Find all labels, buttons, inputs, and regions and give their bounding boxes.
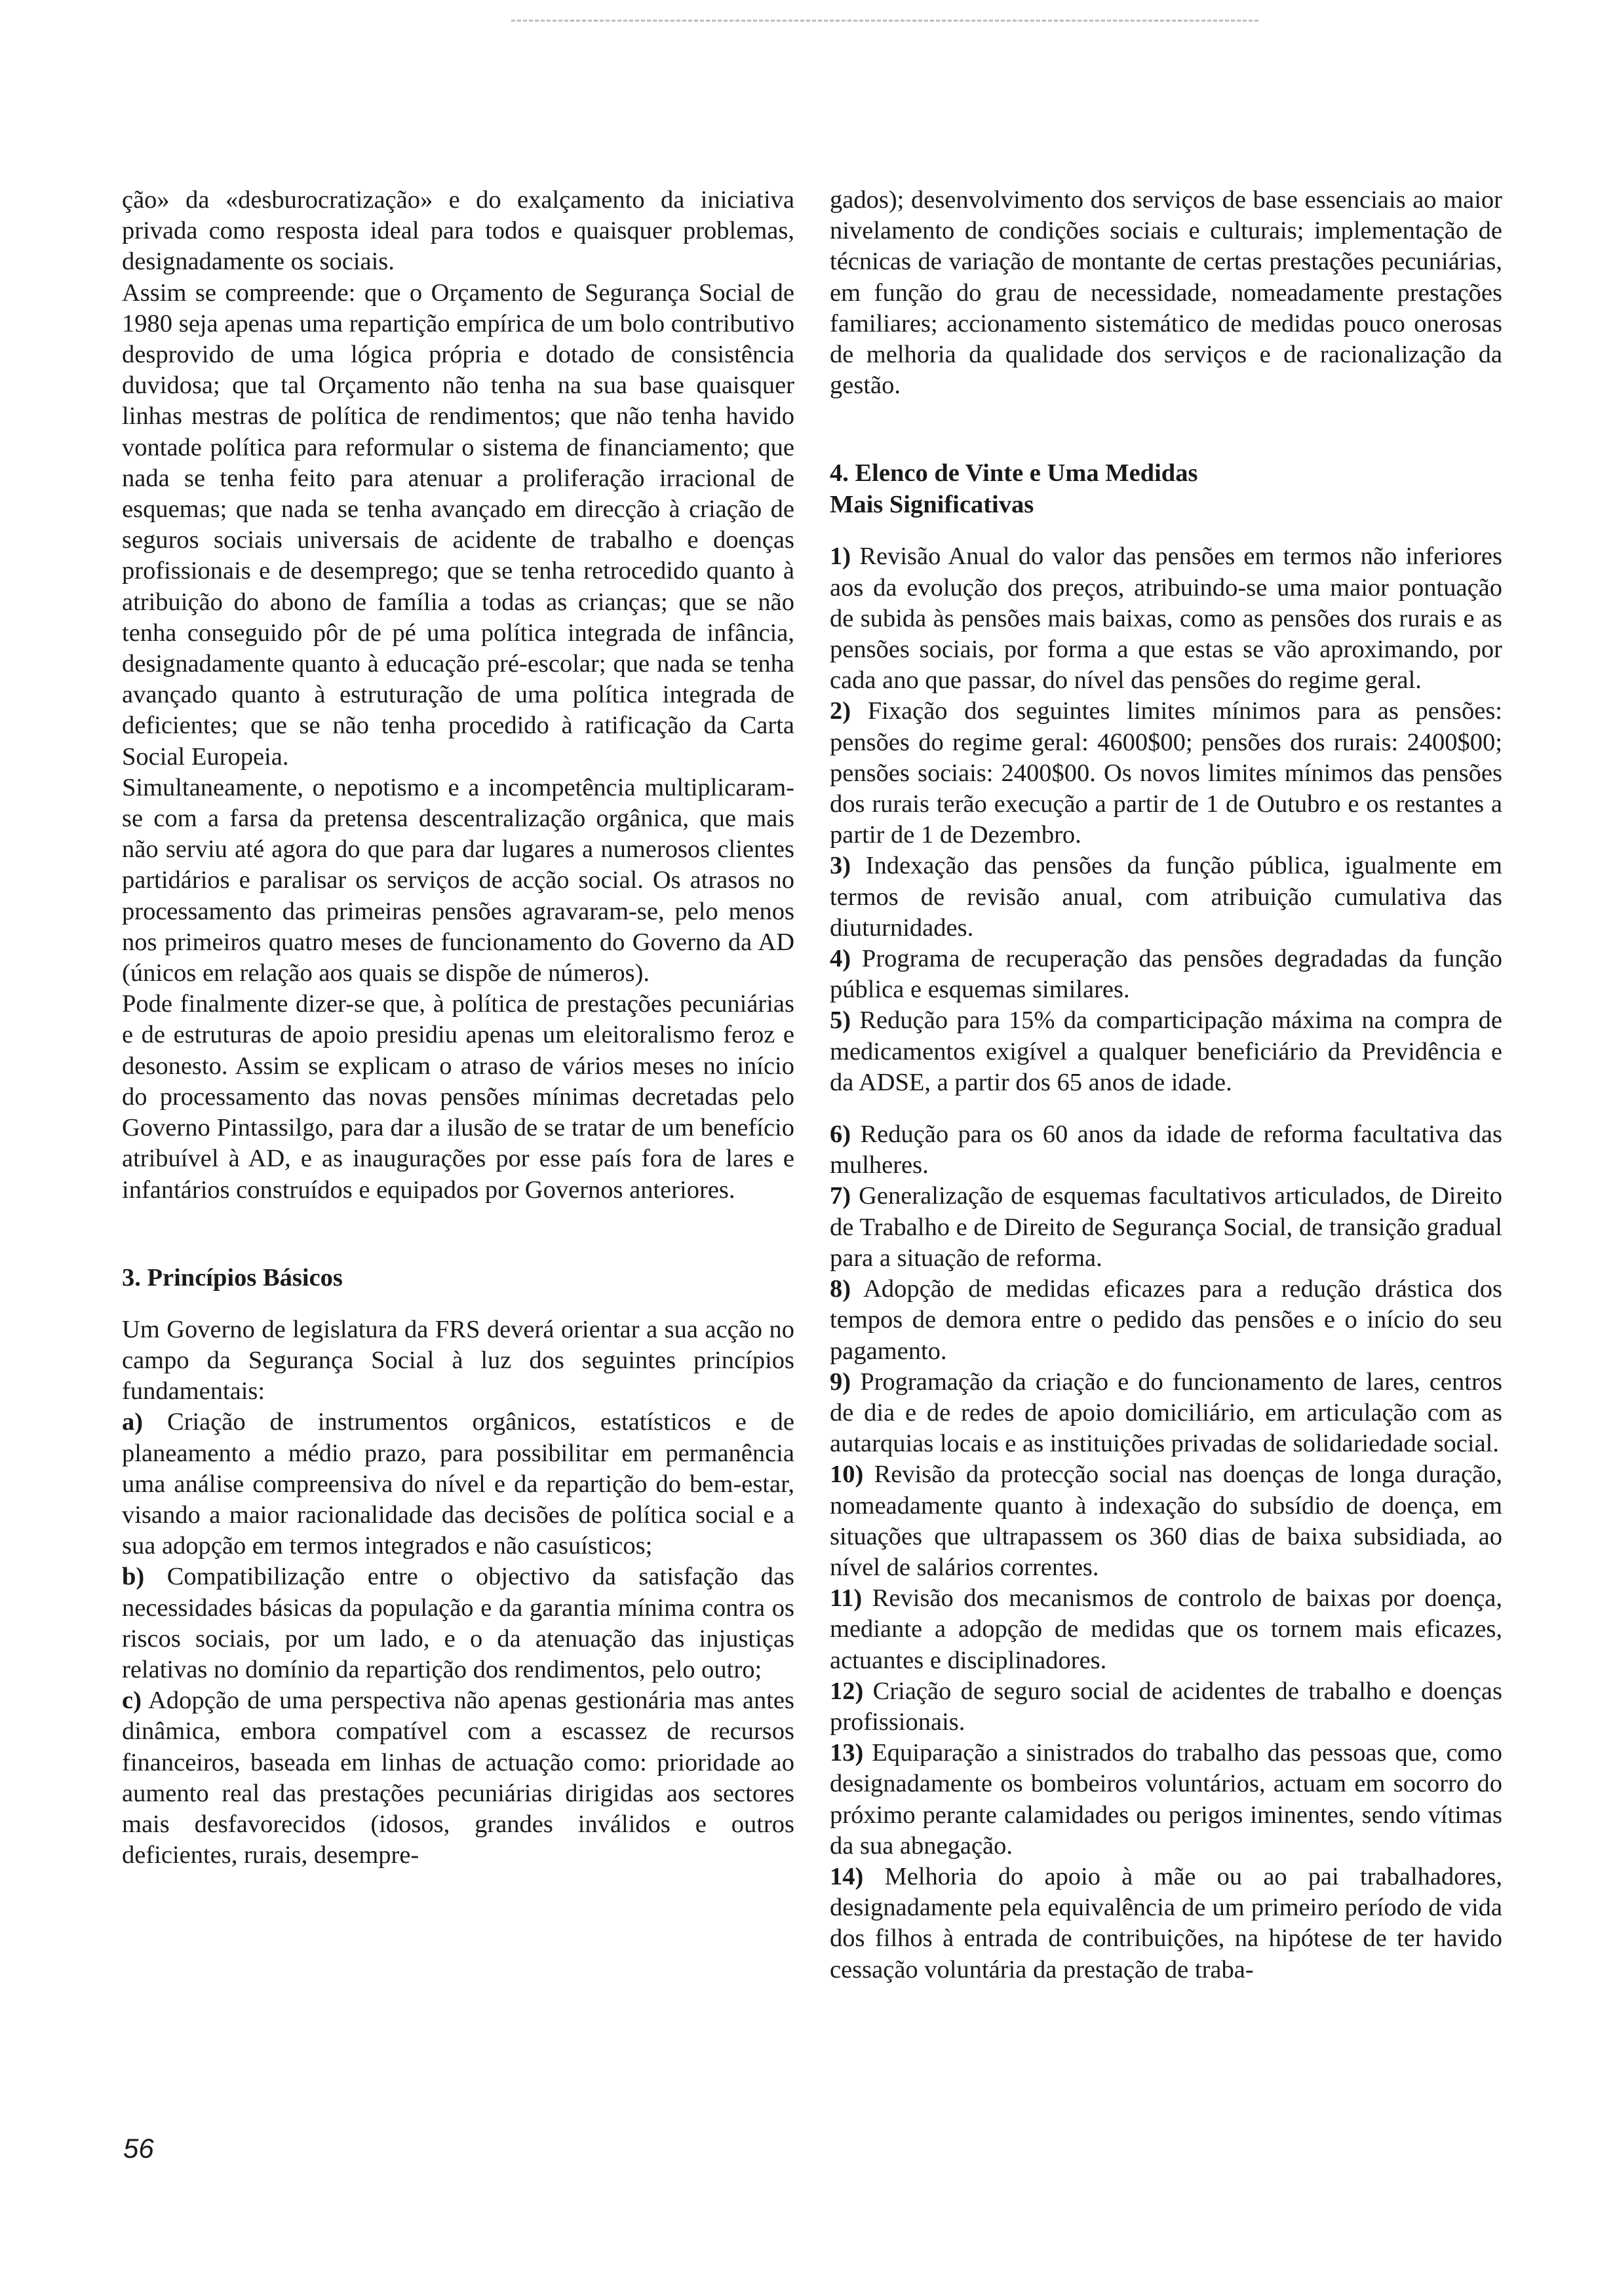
item-text: Redução para os 60 anos da idade de reforma facultativa das mulheres. bbox=[830, 1120, 1502, 1179]
paragraph: gados); desenvolvimento dos serviços de base essenciais ao maior nivelamento de condições sociais e culturais; implementação de técnicas de variação de montante de certas prestações pecuniárias, em função do grau de necessidade, nomeadamente prestações familiares; accionamento sistemático de medidas pouco onerosas de melhoria da qualidade dos serviços e de racionalização da gestão. bbox=[830, 186, 1502, 400]
measure-item bbox=[830, 1676, 1502, 1738]
item-text: Adopção de uma perspectiva não apenas gestionária mas antes dinâmica, embora compatível com a escassez de recursos financeiros, baseada em linhas de actuação como: prioridade ao aumento real das prestações pecuniárias dirigidas aos sectores mais desfavorecidos (idosos, grandes inválidos e outros deficientes, rurais, desempre- bbox=[122, 1687, 794, 1869]
measure-item bbox=[830, 1119, 1502, 1181]
item-label: 5) bbox=[830, 1006, 851, 1035]
item-label: 3) bbox=[830, 852, 851, 880]
measure-item bbox=[830, 1367, 1502, 1460]
paragraph: ção» da «desburocratização» e do exalçamento da iniciativa privada como resposta ideal para todos e quaisquer problemas, designadamente os sociais. bbox=[122, 186, 794, 276]
item-label: a) bbox=[122, 1408, 144, 1436]
measure-item bbox=[830, 696, 1502, 851]
item-text: Criação de instrumentos orgânicos, estatísticos e de planeamento a médio prazo, para possibilitar em permanência uma análise compreensiva do nível e da repartição do bem-estar, visando a maior racionalidade das decisões de política social e a sua adopção em termos integrados e não casuísticos; bbox=[122, 1408, 795, 1560]
measure-item bbox=[830, 851, 1502, 944]
item-text: Criação de seguro social de acidentes de trabalho e doenças profissionais. bbox=[830, 1677, 1503, 1736]
paragraph: Pode finalmente dizer-se que, à política de prestações pecuniárias e de estruturas de apoio presidiu apenas um eleitoralismo feroz e desonesto. Assim se explicam o atraso de vários meses no início do processamento das novas pensões mínimas decretadas pelo Governo Pintassilgo, para dar a ilusão de se tratar de um benefício atribuível à AD, e as inaugurações por esse país fora de lares e infantários construídos e equipados por Governos anteriores. bbox=[122, 990, 794, 1204]
measure-item bbox=[830, 1583, 1502, 1676]
paragraph: Um Governo de legislatura da FRS deverá orientar a sua acção no campo da Segurança Social à luz dos seguintes princípios fundamentais: bbox=[122, 1315, 794, 1406]
item-text: Compatibilização entre o objectivo da satisfação das necessidades básicas da população e da garantia mínima contra os riscos sociais, por um lado, e o da atenuação das injustiças relativas no domínio da repartição dos rendimentos, pelo outro; bbox=[122, 1563, 795, 1683]
section-heading-4-line2: Mais Significativas bbox=[830, 491, 1034, 519]
item-text: Revisão dos mecanismos de controlo de baixas por doença, mediante a adopção de medidas que os tornem mais eficazes, actuantes e disciplinadores. bbox=[830, 1584, 1503, 1674]
item-text: Fixação dos seguintes limites mínimos para as pensões: pensões do regime geral: 4600$00; pensões dos rurais: 2400$00; pensões sociais: 2400$00. Os novos limites mínimos das pensões dos rurais terão execução a partir de 1 de Outubro e os restantes a partir de 1 de Dezembro. bbox=[830, 697, 1503, 849]
item-text: Generalização de esquemas facultativos articulados, de Direito de Trabalho e de Direito de Segurança Social, de transição gradual para a situação de reforma. bbox=[830, 1182, 1503, 1272]
item-label: 4) bbox=[830, 945, 851, 973]
item-text: Programa de recuperação das pensões degradadas da função pública e esquemas similares. bbox=[830, 945, 1503, 1004]
item-text: Programação da criação e do funcionamento de lares, centros de dia e de redes de apoio domiciliário, em articulação com as autarquias locais e as instituições privadas de solidariedade social. bbox=[830, 1368, 1503, 1458]
measure-item bbox=[830, 1181, 1502, 1274]
item-label: 7) bbox=[830, 1182, 851, 1210]
item-label: 14) bbox=[830, 1862, 864, 1890]
item-label: 12) bbox=[830, 1677, 864, 1705]
item-text: Melhoria do apoio à mãe ou ao pai trabalhadores, designadamente pela equivalência de um primeiro período de vida dos filhos à entrada de contribuições, na hipótese de ter havido cessação voluntária da prestação de traba- bbox=[830, 1862, 1502, 1983]
section-heading-3: 3. Princípios Básicos bbox=[122, 1263, 343, 1292]
item-label: 2) bbox=[830, 697, 851, 725]
principle-item-c bbox=[122, 1685, 794, 1871]
section-heading-4-line1: 4. Elenco de Vinte e Uma Medidas bbox=[830, 459, 1198, 488]
page-number: 56 bbox=[123, 2133, 154, 2164]
paragraph: Simultaneamente, o nepotismo e a incompetência multiplicaram-se com a farsa da pretensa descentralização orgânica, que mais não serviu até agora do que para dar lugares a numerosos clientes partidários e paralisar os serviços de acção social. Os atrasos no processamento das primeiras pensões agravaram-se, pelo menos nos primeiros quatro meses de funcionamento do Governo da AD (únicos em relação aos quais se dispõe de números). bbox=[122, 773, 794, 987]
item-label: 11) bbox=[830, 1584, 863, 1613]
item-label: 13) bbox=[830, 1739, 864, 1767]
scan-top-rule bbox=[511, 20, 1258, 22]
left-column bbox=[122, 185, 794, 1871]
item-label: c) bbox=[122, 1687, 142, 1715]
paragraph: Assim se compreende: que o Orçamento de Segurança Social de 1980 seja apenas uma repartição empírica de um bolo contributivo desprovido de uma lógica própria e dotado de consistência duvidosa; que tal Orçamento não tenha na sua base quaisquer linhas mestras de política de rendimentos; que não tenha havido vontade política para reformular o sistema de financiamento; que nada se tenha feito para atenuar a proliferação irracional de esquemas; que nada se tenha avançado em direcção à criação de seguros sociais universais de acidente de trabalho e doenças profissionais e de desemprego; que se tenha retrocedido quanto à atribuição do abono de família a todas as crianças; que se não tenha conseguido pôr de pé uma política integrada de infância, designadamente quanto à educação pré-escolar; que nada se tenha avançado quanto à estruturação de uma política integrada de deficientes; que se não tenha procedido à ratificação da Carta Social Europeia. bbox=[122, 278, 794, 771]
measure-item bbox=[830, 1862, 1502, 1985]
item-text: Redução para 15% da comparticipação máxima na compra de medicamentos exigível a qualquer beneficiário da Previdência e da ADSE, a partir dos 65 anos de idade. bbox=[830, 1006, 1503, 1096]
measure-item bbox=[830, 541, 1502, 696]
item-text: Revisão da protecção social nas doenças de longa duração, nomeadamente quanto à indexação do subsídio de doença, em situações que ultrapassem os 360 dias de baixa subsidiada, ao nível de salários correntes. bbox=[830, 1461, 1502, 1581]
item-text: Revisão Anual do valor das pensões em termos não inferiores aos da evolução dos preços, atribuindo-se uma maior pontuação de subida às pensões mais baixas, como as pensões dos rurais e as pensões sociais, por forma a que estas se vão aproximando, por cada ano que passar, do nível das pensões do regime geral. bbox=[830, 543, 1502, 695]
measure-item bbox=[830, 1005, 1502, 1098]
measure-item bbox=[830, 944, 1502, 1005]
measure-item bbox=[830, 1738, 1502, 1862]
item-label: 9) bbox=[830, 1368, 851, 1396]
principle-item-b bbox=[122, 1561, 794, 1685]
measure-item bbox=[830, 1459, 1502, 1583]
item-label: 6) bbox=[830, 1120, 851, 1149]
principle-item-a bbox=[122, 1407, 794, 1561]
item-text: Indexação das pensões da função pública, igualmente em termos de revisão anual, com atribuição cumulativa das diuturnidades. bbox=[830, 852, 1502, 942]
item-label: 1) bbox=[830, 543, 851, 571]
item-text: Equiparação a sinistrados do trabalho das pessoas que, como designadamente os bombeiros voluntários, actuam em socorro do próximo perante calamidades ou perigos iminentes, sendo vítimas da sua abnegação. bbox=[830, 1739, 1502, 1860]
item-label: b) bbox=[122, 1563, 145, 1591]
item-label: 8) bbox=[830, 1275, 851, 1303]
item-label: 10) bbox=[830, 1461, 864, 1489]
measure-item bbox=[830, 1274, 1502, 1367]
measures-list bbox=[830, 541, 1502, 1985]
item-text: Adopção de medidas eficazes para a redução drástica dos tempos de demora entre o pedido das pensões e o início do seu pagamento. bbox=[830, 1275, 1502, 1365]
right-column bbox=[830, 185, 1502, 1985]
